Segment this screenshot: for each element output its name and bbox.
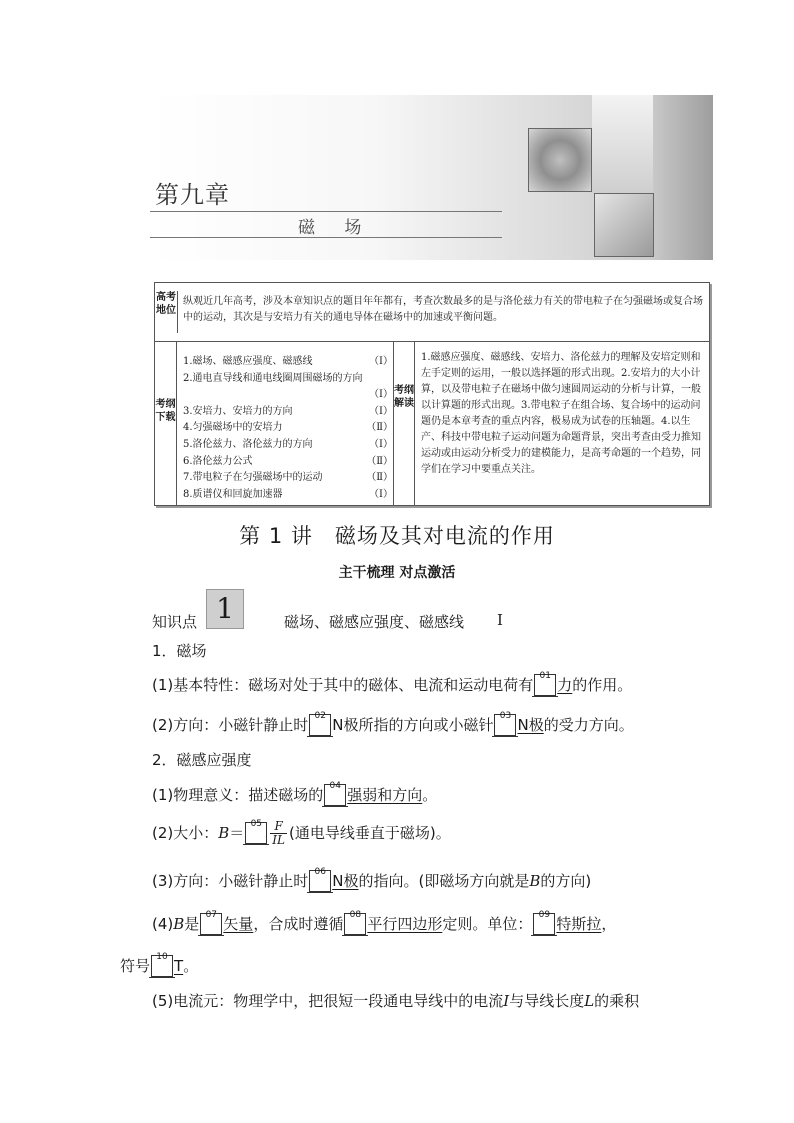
list-item-level: （Ⅰ） — [369, 488, 393, 500]
list-item-text: 3.安培力、安培力的方向 — [183, 405, 293, 417]
list-item — [183, 420, 393, 437]
syllabus-row — [155, 342, 709, 505]
heading-magnetic-induction: 2．磁感应强度 — [152, 751, 252, 769]
blank-number: 07 — [205, 910, 218, 920]
blank-box — [151, 952, 173, 977]
cube-front-face — [592, 95, 654, 193]
text: (1)物理意义：描述磁场的 — [152, 786, 324, 804]
symbol-B: B — [218, 824, 230, 842]
list-item — [183, 387, 393, 404]
answer: 矢量 — [223, 915, 254, 933]
chapter-banner — [150, 95, 713, 260]
text: 。 — [183, 957, 199, 975]
blank-number: 08 — [349, 910, 362, 920]
blank-number: 06 — [314, 867, 326, 877]
list-item-text: 5.洛伦兹力、洛伦兹力的方向 — [183, 438, 313, 450]
text: 。 — [422, 786, 438, 804]
content-line — [152, 781, 438, 806]
blank-number: 09 — [538, 910, 551, 920]
list-item-text: 8.质谱仪和回旋加速器 — [183, 488, 283, 500]
numerator: F — [270, 820, 287, 834]
list-item — [183, 487, 393, 504]
list-item-text: 1.磁场、磁感应强度、磁感线 — [183, 356, 313, 367]
heading-magnetic-field: 1．磁场 — [152, 642, 207, 660]
list-item-level: （Ⅰ） — [369, 405, 393, 417]
text: (3)方向：小磁针静止时 — [152, 872, 309, 890]
content-line — [120, 952, 199, 977]
divider — [150, 211, 502, 212]
list-item — [183, 437, 393, 454]
content-line — [152, 820, 451, 847]
symbol-I: I — [503, 992, 510, 1010]
symbol-B: B — [529, 872, 541, 890]
cube-side-face — [653, 95, 713, 260]
blank-box — [344, 910, 366, 935]
list-item — [183, 371, 393, 388]
text: 与导线长度 — [509, 992, 585, 1010]
blank-box — [309, 711, 331, 736]
list-item — [183, 470, 393, 487]
knowledge-point-prefix: 知识点 — [152, 613, 198, 631]
formula-fraction — [270, 820, 287, 847]
list-item-level: （Ⅱ） — [366, 422, 393, 434]
text: N极所指的方向或小磁针 — [332, 716, 494, 734]
divider — [150, 237, 502, 238]
knowledge-point-title: 磁场、磁感应强度、磁感线 — [284, 613, 465, 631]
answer: T — [174, 957, 184, 975]
text: 的方向) — [540, 872, 592, 890]
text: (5)电流元：物理学中，把很短一段通电导线中的电流 — [152, 992, 504, 1010]
text: (4) — [152, 915, 174, 933]
list-item — [183, 354, 393, 371]
blank-number: 01 — [539, 671, 551, 681]
exam-status-text: 纵观近几年高考，涉及本章知识点的题目年年都有，考查次数最多的是与洛伦兹力有关的带电粒子在匀强磁场或复合场中的运动，其次是与安培力有关的通电导体在磁场中的加速或平衡问题。 — [183, 296, 703, 323]
blank-box — [309, 867, 331, 892]
syllabus-list — [183, 354, 393, 503]
blank-number: 10 — [156, 952, 168, 962]
blank-number: 04 — [329, 781, 341, 791]
blank-box — [494, 711, 516, 736]
list-item-text: 6.洛伦兹力公式 — [183, 455, 253, 467]
text: 的指向。(即磁场方向就是 — [358, 872, 530, 890]
text: 的作用。 — [572, 676, 633, 694]
exam-status-label: 高考地位 — [155, 291, 178, 333]
text: (通电导线垂直于磁场)。 — [289, 824, 451, 842]
chapter-title: 第九章 — [155, 181, 230, 209]
magnet-illustration — [528, 128, 592, 192]
list-item-level: （Ⅱ） — [366, 472, 393, 484]
list-item-level: （Ⅰ） — [369, 389, 393, 401]
interpretation-text: 1.磁感应强度、磁感线、安培力、洛伦兹力的理解及安培定则和左手定则的运用，一般以选择题的形式出现。2.安培力的大小计算，以及带电粒子在磁场中做匀速圆周运动的分析与计算，一般以计算题的形式出现。3.带电粒子在组合场、复合场中的运动问题仍是本章考查的重点内容，极易成为试卷的压轴题。4.以生产、科技中带电粒子运动问题为命题背景，突出考查由受力推知运动或由运动分析受力的建模能力，是高考命题的一个趋势，同学们在学习中要重点关注。 — [421, 352, 701, 475]
blank-box — [245, 819, 267, 844]
text: (2)方向：小磁针静止时 — [152, 716, 309, 734]
apparatus-illustration — [594, 193, 654, 257]
text: 定则。单位： — [442, 915, 533, 933]
answer: 特斯拉 — [556, 915, 602, 933]
list-item-level: （Ⅰ） — [369, 438, 393, 450]
list-item-text: 4.匀强磁场中的安培力 — [183, 422, 283, 434]
chapter-subtitle: 磁 场 — [298, 218, 374, 238]
text: 的受力方向。 — [543, 716, 634, 734]
text: 是 — [184, 915, 200, 933]
text: ， — [601, 915, 617, 933]
exam-status-row — [155, 283, 709, 342]
list-item — [183, 454, 393, 471]
answer: 强弱和方向 — [347, 786, 423, 804]
section-title: 主干梳理 对点激活 — [338, 565, 456, 581]
content-line — [152, 910, 617, 935]
answer: N极 — [517, 716, 544, 734]
blank-number: 03 — [499, 711, 512, 721]
text: 的乘积 — [594, 992, 640, 1010]
interpretation-label: 考纲解读 — [393, 342, 415, 505]
text: ，合成时遵循 — [253, 915, 344, 933]
list-item-level: （Ⅱ） — [366, 455, 393, 467]
content-line — [152, 867, 592, 892]
symbol-B: B — [173, 915, 185, 933]
denominator: IL — [272, 833, 286, 847]
content-line — [152, 990, 639, 1011]
text: (1)基本特性：磁场对处于其中的磁体、电流和运动电荷有 — [152, 676, 534, 694]
knowledge-point-level: Ⅰ — [497, 611, 503, 629]
blank-number: 02 — [314, 711, 326, 721]
blank-box — [200, 910, 222, 935]
blank-box — [324, 781, 346, 806]
list-item-text: 7.带电粒子在匀强磁场中的运动 — [183, 472, 323, 484]
knowledge-point-number: 1 — [206, 589, 244, 629]
blank-box — [534, 671, 556, 696]
list-item — [183, 404, 393, 421]
text: 符号 — [120, 957, 151, 975]
symbol-L: L — [584, 992, 595, 1010]
answer: N极 — [332, 872, 359, 890]
list-item-text: 2.通电直导线和通电线圈周围磁场的方向 — [183, 372, 363, 384]
answer: 平行四边形 — [367, 915, 443, 933]
list-item-level: （Ⅰ） — [369, 356, 393, 367]
lecture-title: 第 1 讲 磁场及其对电流的作用 — [239, 524, 555, 548]
syllabus-label: 考纲下载 — [155, 342, 177, 505]
exam-outline-table — [154, 282, 710, 506]
blank-box — [533, 910, 555, 935]
blank-number: 05 — [250, 819, 263, 829]
content-line — [152, 711, 634, 736]
text: ＝ — [229, 824, 245, 842]
text: (2)大小： — [152, 824, 219, 842]
answer: 力 — [557, 676, 573, 694]
content-line — [152, 671, 633, 696]
